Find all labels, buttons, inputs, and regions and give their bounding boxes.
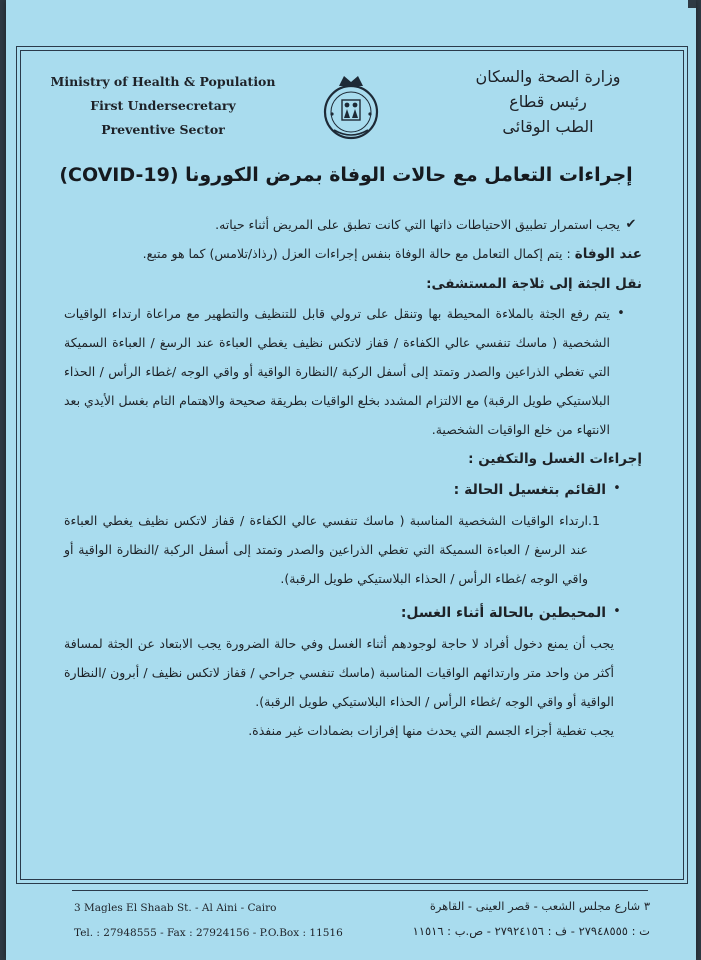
footer-divider <box>72 890 648 891</box>
item-number: 1. <box>588 513 600 528</box>
transfer-heading: نقل الجثة إلى ثلاجة المستشفى: <box>426 276 642 292</box>
intro-text: يجب استمرار تطبيق الاحتياطات ذاتها التي كانت تطبق على المريض أثناء حياته. <box>215 217 620 232</box>
intro-item <box>64 210 642 239</box>
cover-body-text: يجب تغطية أجزاء الجسم التي يحدث منها إفرازات بضمادات غير منفذة. <box>248 723 614 738</box>
washer-item <box>64 506 642 593</box>
death-text: : يتم إكمال التعامل مع حالة الوفاة بنفس إجراءات العزل (رذاذ/تلامس) كما هو متبع. <box>142 246 571 261</box>
page-corner <box>688 0 696 8</box>
transfer-text: يتم رفع الجثة بالملاءة المحيطة بها وتنقل على ترولي قابل للتنظيف والتطهير مع مراعاة ارتداء الواقيات الشخصية ( ماسك تنفسي عالي الكفاءة / قفاز لاتكس نظيف يغطي العباءة عند الرسغ / العباءة السميكة التي تغطي الذراعين والصدر وتمتد إلى أسفل الركبة /النظارة الواقية أو واقي الوجه /غطاء الرأس / الحذاء البلاستيكي طويل الرقبة) مع الالتزام المشدد بخلع الواقيات بطريقة صحيحة والاهتمام التام بغسل الأيدي بعد الانتهاء من خلع الواقيات الشخصية. <box>64 306 610 437</box>
ministry-emblem-icon <box>318 72 384 144</box>
footer-en-contact: Tel. : 27948555 - Fax : 27924156 - P.O.Box : 11516 <box>74 927 343 939</box>
header-en-undersecretary: First Undersecretary <box>90 98 236 113</box>
header-ar-ministry: وزارة الصحة والسكان <box>475 67 621 86</box>
footer-english <box>74 896 374 946</box>
washing-heading: إجراءات الغسل والتكفين : <box>468 451 642 467</box>
header-ar-sector: الطب الوقائى <box>502 117 594 136</box>
attendants-subheading: المحيطين بالحالة أثناء الغسل: <box>400 605 606 621</box>
washer-subheading: القائم بتغسيل الحالة : <box>453 482 606 498</box>
washer-subheading-row <box>64 474 642 506</box>
footer-ar-contact: ت : ٢٧٩٤٨٥٥٥ - ف : ٢٧٩٢٤١٥٦ - ص.ب : ١١٥١٦ <box>412 924 650 938</box>
transfer-item <box>64 299 642 444</box>
header-en-ministry: Ministry of Health & Population <box>50 74 276 89</box>
header-english <box>48 70 278 142</box>
death-paragraph <box>64 239 642 269</box>
bullet-icon: • <box>613 604 621 619</box>
bullet-icon: • <box>617 306 625 321</box>
header-en-sector: Preventive Sector <box>101 122 225 137</box>
attendants-text: يجب أن يمنع دخول أفراد لا حاجة لوجودهم أثناء الغسل وفي حالة الضرورة يجب الابتعاد عن الجثة لمسافة أكثر من واحد متر وارتدائهم الواقيات المناسبة (ماسك تنفسي جراحي / قفاز لاتكس نظيف / أبرون /النظارة الواقية أو واقي الوجه /غطاء الرأس / الحذاء البلاستيكي طويل الرقبة). <box>64 636 614 709</box>
death-label: عند الوفاة <box>574 246 642 262</box>
footer-ar-address: ٣ شارع مجلس الشعب - قصر العينى - القاهرة <box>429 899 650 913</box>
header-arabic <box>458 64 638 139</box>
attendants-subheading-row <box>64 597 642 629</box>
document-body <box>64 200 642 745</box>
header-ar-head: رئيس قطاع <box>509 92 587 111</box>
document-page <box>6 0 696 960</box>
footer-arabic <box>330 894 650 944</box>
bullet-icon: • <box>613 481 621 496</box>
document-title: إجراءات التعامل مع حالات الوفاة بمرض الكورونا (COVID-19) <box>59 164 633 186</box>
washer-text: ارتداء الواقيات الشخصية المناسبة ( ماسك تنفسي عالي الكفاءة / قفاز لاتكس نظيف يغطي العباءة عند الرسغ / العباءة السميكة التي تغطي الذراعين والصدر وتمتد إلى أسفل الركبة /النظارة الواقية أو واقي الوجه /غطاء الرأس / الحذاء البلاستيكي طويل الرقبة). <box>64 513 588 586</box>
checkmark-icon: ✔ <box>625 217 637 232</box>
footer-en-address: 3 Magles El Shaab St. - Al Aini - Cairo <box>74 902 277 914</box>
